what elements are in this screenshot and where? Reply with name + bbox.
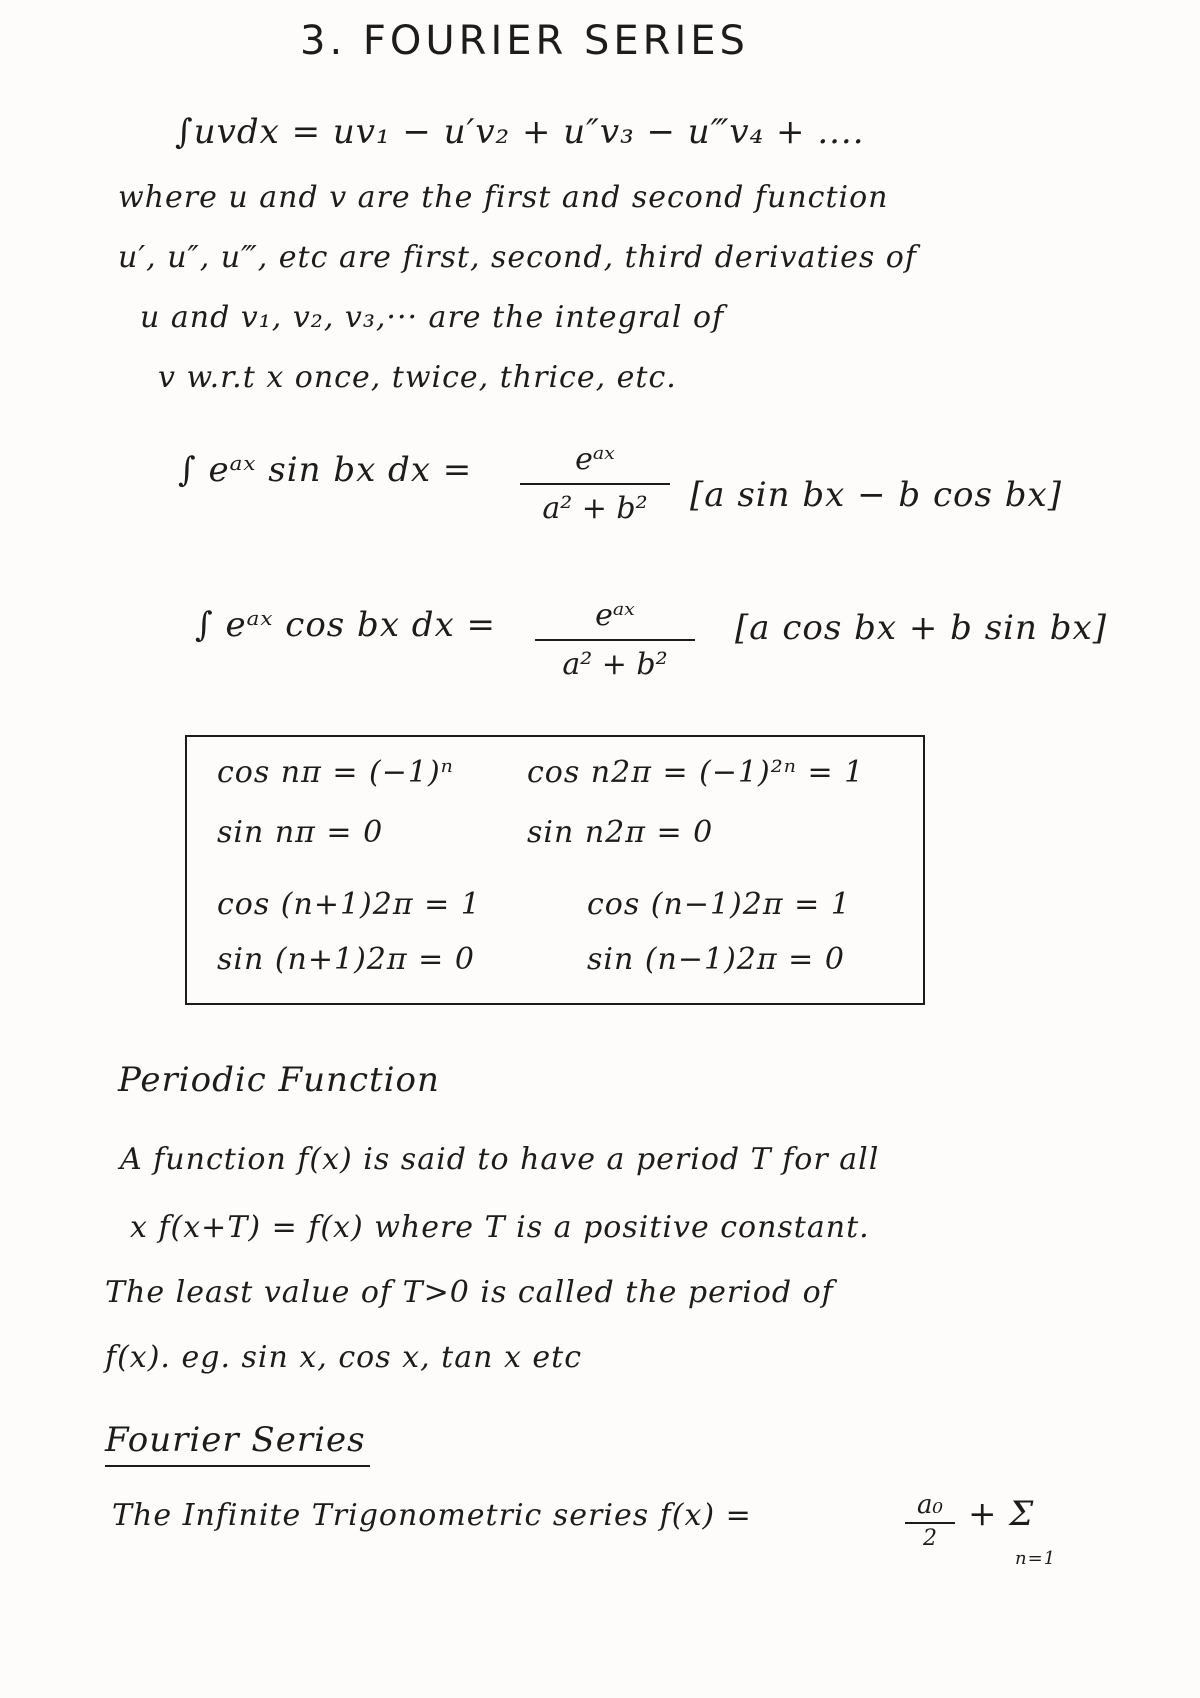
heading-underline <box>105 1465 370 1467</box>
sin-integral-denominator: a² + b² <box>542 491 648 526</box>
fourier-series-heading: Fourier Series <box>105 1420 366 1460</box>
page-title: 3. FOURIER SERIES <box>300 18 749 64</box>
periodic-line-1: A function f(x) is said to have a period T for all <box>120 1142 880 1177</box>
cos-integral-numerator: eᵃˣ <box>595 598 635 633</box>
summation-index: n=1 <box>1015 1548 1057 1569</box>
a0-denominator: 2 <box>923 1526 937 1551</box>
periodic-line-3: The least value of T>0 is called the period of <box>105 1275 834 1310</box>
identity-sin-npi: sin nπ = 0 <box>217 815 384 850</box>
sin-integral-lhs: ∫ eᵃˣ sin bx dx = <box>178 450 473 490</box>
identity-cos-n2pi: cos n2π = (−1)²ⁿ = 1 <box>527 755 865 790</box>
identity-cos-n-plus-1: cos (n+1)2π = 1 <box>217 887 481 922</box>
identity-cos-npi: cos nπ = (−1)ⁿ <box>217 755 454 790</box>
sin-integral-numerator: eᵃˣ <box>575 442 615 477</box>
fraction-bar <box>520 483 670 485</box>
cos-integral-fraction <box>535 598 695 682</box>
trig-identities-box <box>185 735 925 1005</box>
fraction-bar <box>905 1522 955 1524</box>
fraction-bar <box>535 639 695 641</box>
intro-line-4: v w.r.t x once, twice, thrice, etc. <box>158 360 677 395</box>
intro-line-1: where u and v are the first and second function <box>118 180 889 215</box>
summation-symbol: + Σ <box>968 1494 1035 1534</box>
a0-over-2-fraction <box>905 1490 955 1551</box>
cos-integral-denominator: a² + b² <box>562 647 668 682</box>
periodic-line-4: f(x). eg. sin x, cos x, tan x etc <box>105 1340 583 1375</box>
intro-line-3: u and v₁, v₂, v₃,··· are the integral of <box>140 300 725 335</box>
sin-integral-rhs: [a sin bx − b cos bx] <box>690 475 1062 515</box>
identity-cos-n-minus-1: cos (n−1)2π = 1 <box>587 887 851 922</box>
identity-sin-n-plus-1: sin (n+1)2π = 0 <box>217 942 475 977</box>
periodic-line-2: x f(x+T) = f(x) where T is a positive constant. <box>130 1210 870 1245</box>
intro-line-2: u′, u″, u‴, etc are first, second, third derivaties of <box>118 240 917 275</box>
sin-integral-fraction <box>520 442 670 526</box>
cos-integral-rhs: [a cos bx + b sin bx] <box>735 608 1107 648</box>
identity-sin-n-minus-1: sin (n−1)2π = 0 <box>587 942 845 977</box>
fourier-definition-line: The Infinite Trigonometric series f(x) = <box>112 1498 752 1533</box>
periodic-function-heading: Periodic Function <box>118 1060 440 1100</box>
integration-by-parts-formula: ∫uvdx = uv₁ − u′v₂ + u″v₃ − u‴v₄ + .... <box>175 112 865 152</box>
cos-integral-lhs: ∫ eᵃˣ cos bx dx = <box>195 605 497 645</box>
a0-numerator: a₀ <box>917 1490 943 1520</box>
identity-sin-n2pi: sin n2π = 0 <box>527 815 714 850</box>
